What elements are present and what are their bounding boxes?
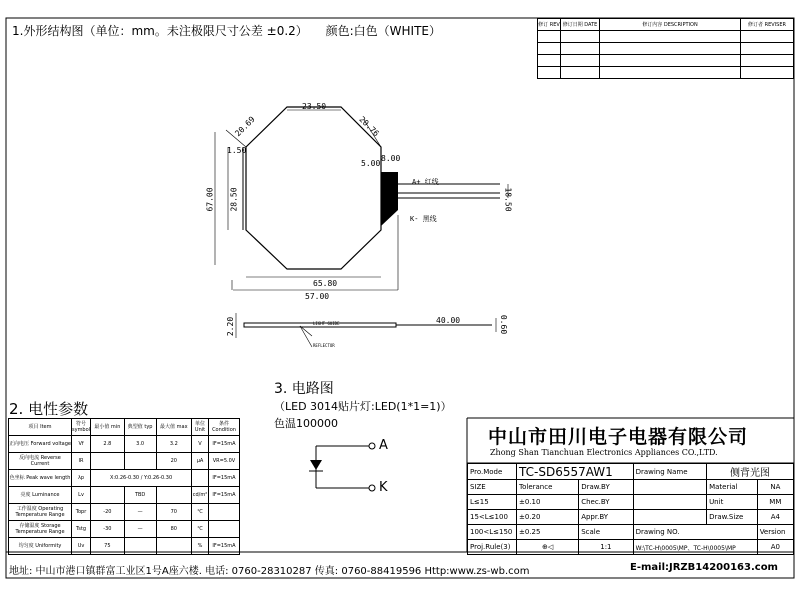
version-value: A0 [757, 540, 793, 555]
rev-reviser-header: 修订者 REVISER [741, 19, 794, 31]
dim-tab-h: 5.00 [361, 159, 381, 168]
col-min: 最小值 min [91, 419, 125, 436]
size3: 100<L≤150 [468, 525, 517, 540]
tol2: ±0.20 [517, 510, 579, 525]
table-row: 色坐标 Peak wave length λp X:0.26-0.30 / Y:0.26-0.30 IF=15mA [9, 470, 240, 487]
drawing-name-value: 侧背光图 [707, 464, 794, 480]
side-note-2: REFLECTOR [313, 343, 335, 348]
section3-title: 3. 电路图 [274, 381, 334, 397]
material-label: Material [707, 480, 758, 495]
dim-bottom-inner-label: 65.80 [313, 279, 338, 288]
pro-mode-value: TC-SD6557AW1 [517, 464, 634, 480]
octagon-outline [246, 107, 381, 269]
led-symbol [310, 460, 322, 470]
terminal-k [369, 485, 375, 491]
page-title [12, 22, 441, 39]
side-note-1: LIGHT GUIDE [313, 321, 340, 326]
draw-size-value: A4 [757, 510, 793, 525]
table-row: 存储温度 Storage Temperature Range Tstg -30 — 80 ℃ [9, 521, 240, 538]
dim-bottom-outer-label: 57.00 [305, 292, 330, 301]
dim-wire-len: 40.00 [436, 316, 461, 325]
rev-desc-header: 修订内容 DESCRIPTION [600, 19, 741, 31]
size-label: SIZE [468, 480, 517, 495]
dim-corner-tl: 20.69 [233, 114, 257, 139]
dim-wire-thick: 0.60 [499, 314, 509, 335]
size2: 15<L≤100 [468, 510, 517, 525]
version-label: Version [757, 525, 793, 540]
company-name-en: Zhong Shan Tianchuan Electronics Appliances CO.,LTD. [490, 448, 718, 457]
table-row: 反向电流 Reverse Current IR 20 μA VR=5.0V [9, 453, 240, 470]
dim-side-thick: 2.20 [226, 316, 236, 337]
wire-k-label: K- 黑线 [410, 215, 437, 223]
footer-address: 地址: 中山市港口镇群富工业区1号A座六楼. 电话: 0760-28310287 传真: 0760-88419596 Http:www.zs-wb.com [9, 566, 530, 577]
terminal-a [369, 443, 375, 449]
dim-left-small: 1.50 [227, 146, 247, 155]
dim-wire-h: 18.50 [503, 187, 513, 212]
col-max: 最大值 max [156, 419, 191, 436]
col-item: 项目 Item [9, 419, 72, 436]
section3-line2: 色温100000 [274, 417, 338, 430]
wire-a-label: A+ 红线 [412, 178, 439, 186]
unit-value: MM [757, 495, 793, 510]
anode-label: A [379, 438, 388, 453]
chec-by: Chec.BY [579, 495, 633, 510]
company-name-cn: 中山市田川电子电器有限公司 [488, 426, 749, 448]
scale-label: Scale [579, 525, 633, 540]
dim-top-label: 23.50 [302, 102, 327, 111]
unit-label: Unit [707, 495, 758, 510]
section2-title: 2. 电性参数 [9, 400, 89, 418]
col-unit: 单位 Unit [192, 419, 209, 436]
material-value: NA [757, 480, 793, 495]
tol3: ±0.25 [517, 525, 579, 540]
drawing-no-label: Drawing NO. [633, 525, 757, 540]
appr-by: Appr.BY [579, 510, 633, 525]
proj-rule: Proj.Rule(3) [468, 540, 517, 555]
rev-date-header: 修订日期 DATE [561, 19, 600, 31]
pro-mode-label: Pro.Mode [468, 464, 517, 480]
draw-by: Draw.BY [579, 480, 633, 495]
section3-line1: （LED 3014贴片灯:LED(1*1=1)） [274, 400, 452, 413]
table-row: 工作温度 Operating Temperature Range Topr -20 — 70 ℃ [9, 504, 240, 521]
dim-height-inner: 28.50 [229, 187, 239, 212]
electrical-table [8, 418, 240, 555]
revision-table [537, 18, 794, 79]
cathode-label: K [379, 480, 388, 495]
dim-height-outer: 67.00 [205, 187, 215, 212]
title-text: 1.外形结构图（单位：mm。未注极限尺寸公差 ±0.2） [12, 24, 308, 38]
table-row: 正向电压 Forward voltage Vf 2.8 3.0 3.2 V IF=15mA [9, 436, 240, 453]
footer-email: E-mail:JRZB14200163.com [630, 562, 778, 573]
col-condition: 条件 Condition [209, 419, 240, 436]
col-symbol: 符号 symbol [72, 419, 91, 436]
drawing-name-label: Drawing Name [633, 464, 707, 480]
table-row: 均匀度 Uniformity Uv 75 % IF=15mA [9, 538, 240, 555]
table-row: 亮度 Luminance Lv TBD cd/m² IF=15mA [9, 487, 240, 504]
connector-tab [381, 172, 398, 226]
scale-value: 1:1 [579, 540, 633, 555]
col-typ: 典型值 typ [124, 419, 156, 436]
draw-size-label: Draw.Size [707, 510, 758, 525]
title-block-table [467, 463, 794, 555]
size1: L≤15 [468, 495, 517, 510]
tol1: ±0.10 [517, 495, 579, 510]
rev-header: 修订 REV [538, 19, 561, 31]
dim-corner-tr: 20.76 [357, 114, 381, 139]
tolerance-label: Tolerance [517, 480, 579, 495]
section3 [274, 378, 452, 432]
color-label: 颜色:白色（WHITE） [325, 24, 442, 38]
projection-icon: ⊕◁ [517, 540, 579, 555]
dim-tab-w: 8.00 [381, 154, 401, 163]
drawing-no-value: W:\TC-H\0005\MP、TC-H\0005\MP [633, 540, 757, 555]
